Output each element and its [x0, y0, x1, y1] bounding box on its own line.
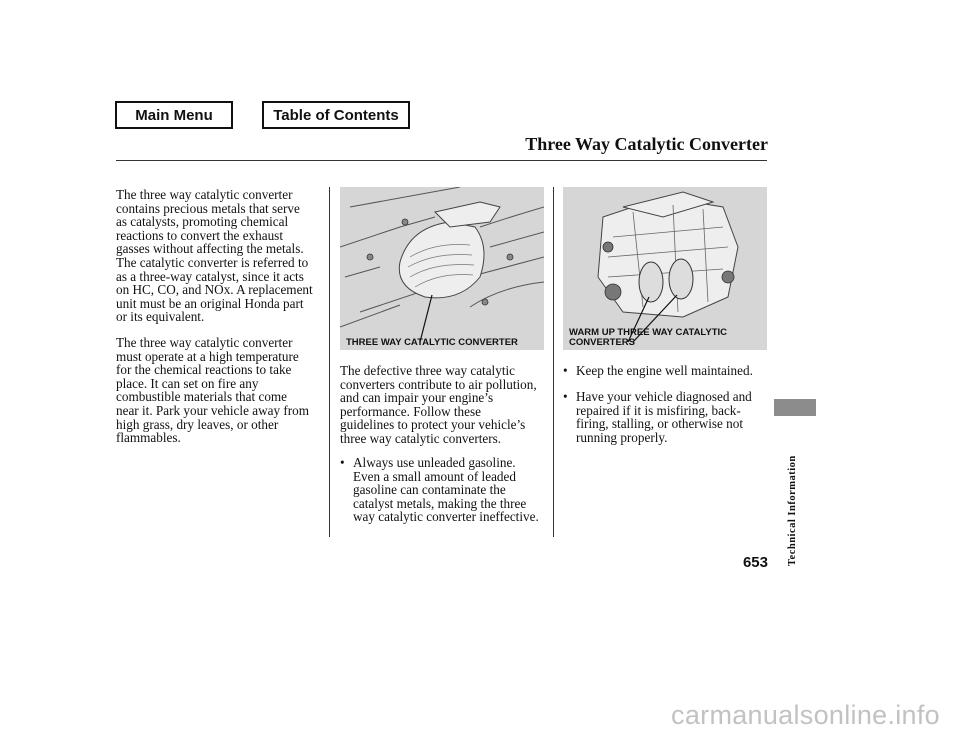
defective-converter-paragraph	[340, 364, 537, 446]
text-line: near it. Park your vehicle away from	[116, 402, 309, 418]
text-line: or its equivalent.	[116, 309, 205, 325]
text-line: on HC, CO, and NOx. A replacement	[116, 282, 313, 298]
page-number: 653	[742, 554, 768, 571]
text-line: Even a small amount of leaded	[353, 468, 516, 484]
text-line: repaired if it is misfiring, back-	[576, 402, 741, 418]
text-line: combustible materials that come	[116, 389, 288, 405]
bullet-dot: •	[563, 389, 568, 404]
engine-warmup-converters-figure	[563, 187, 767, 350]
text-line: converters contribute to air pollution,	[340, 376, 537, 392]
intro-paragraph	[116, 188, 313, 324]
text-line: for the chemical reactions to take	[116, 362, 292, 378]
text-line: unit must be an original Honda part	[116, 295, 304, 311]
bullet-dot: •	[563, 363, 568, 378]
watermark: carmanualsonline.info	[671, 700, 940, 730]
text-line: catalyst metals, making the three	[353, 495, 527, 511]
text-line: firing, stalling, or otherwise not	[576, 416, 744, 432]
figure-caption: THREE WAY CATALYTIC CONVERTER	[346, 337, 518, 348]
section-label	[787, 426, 807, 566]
bullet-engine-maintained	[563, 364, 773, 384]
text-line: guidelines to protect your vehicle’s	[340, 417, 526, 433]
table-of-contents-button[interactable]: Table of Contents	[262, 101, 410, 129]
caption-line: CONVERTERS	[569, 337, 635, 348]
bullet-vehicle-diagnosed	[563, 390, 773, 450]
text-line: running properly.	[576, 429, 668, 445]
text-line: gasses without affecting the metals.	[116, 241, 304, 257]
text-line: Have your vehicle diagnosed and	[576, 389, 752, 404]
section-tab-marker	[774, 399, 816, 416]
column-divider-left	[329, 187, 330, 537]
text-line: contains precious metals that serve	[116, 200, 300, 216]
catalytic-converter-illustration	[340, 187, 544, 350]
text-line: reactions to convert the exhaust	[116, 227, 283, 243]
text-line: performance. Follow these	[340, 403, 481, 419]
text-line: place. It can set on fire any	[116, 375, 259, 391]
text-line: The defective three way catalytic	[340, 363, 515, 378]
text-line: Keep the engine well maintained.	[576, 363, 753, 378]
text-line: Always use unleaded gasoline.	[353, 455, 516, 470]
engine-illustration	[563, 187, 767, 350]
figure-caption	[569, 328, 727, 348]
bullet-unleaded-gasoline	[340, 456, 550, 536]
text-line: gasoline can contaminate the	[353, 482, 506, 498]
bullet-dot: •	[340, 455, 345, 470]
text-line: and can impair your engine’s	[340, 390, 494, 406]
column-divider-right	[553, 187, 554, 537]
text-line: must operate at a high temperature	[116, 348, 299, 364]
page-title: Three Way Catalytic Converter	[525, 134, 768, 154]
text-line: flammables.	[116, 430, 181, 446]
text-line: as catalysts, promoting chemical	[116, 214, 289, 230]
caption-line: WARM UP THREE WAY CATALYTIC	[569, 327, 727, 338]
title-divider	[116, 160, 767, 161]
text-line: The three way catalytic converter	[116, 335, 293, 350]
text-line: three way catalytic converters.	[340, 430, 502, 446]
catalytic-converter-figure	[340, 187, 544, 350]
text-line: as a three-way catalyst, since it acts	[116, 268, 304, 284]
main-menu-button[interactable]: Main Menu	[115, 101, 233, 129]
text-line: way catalytic converter ineffective.	[353, 509, 539, 525]
temperature-paragraph	[116, 336, 309, 445]
text-line: The three way catalytic converter	[116, 187, 293, 202]
text-line: high grass, dry leaves, or other	[116, 416, 279, 432]
section-label-text: Technical Information	[787, 455, 798, 566]
text-line: The catalytic converter is referred to	[116, 254, 309, 270]
